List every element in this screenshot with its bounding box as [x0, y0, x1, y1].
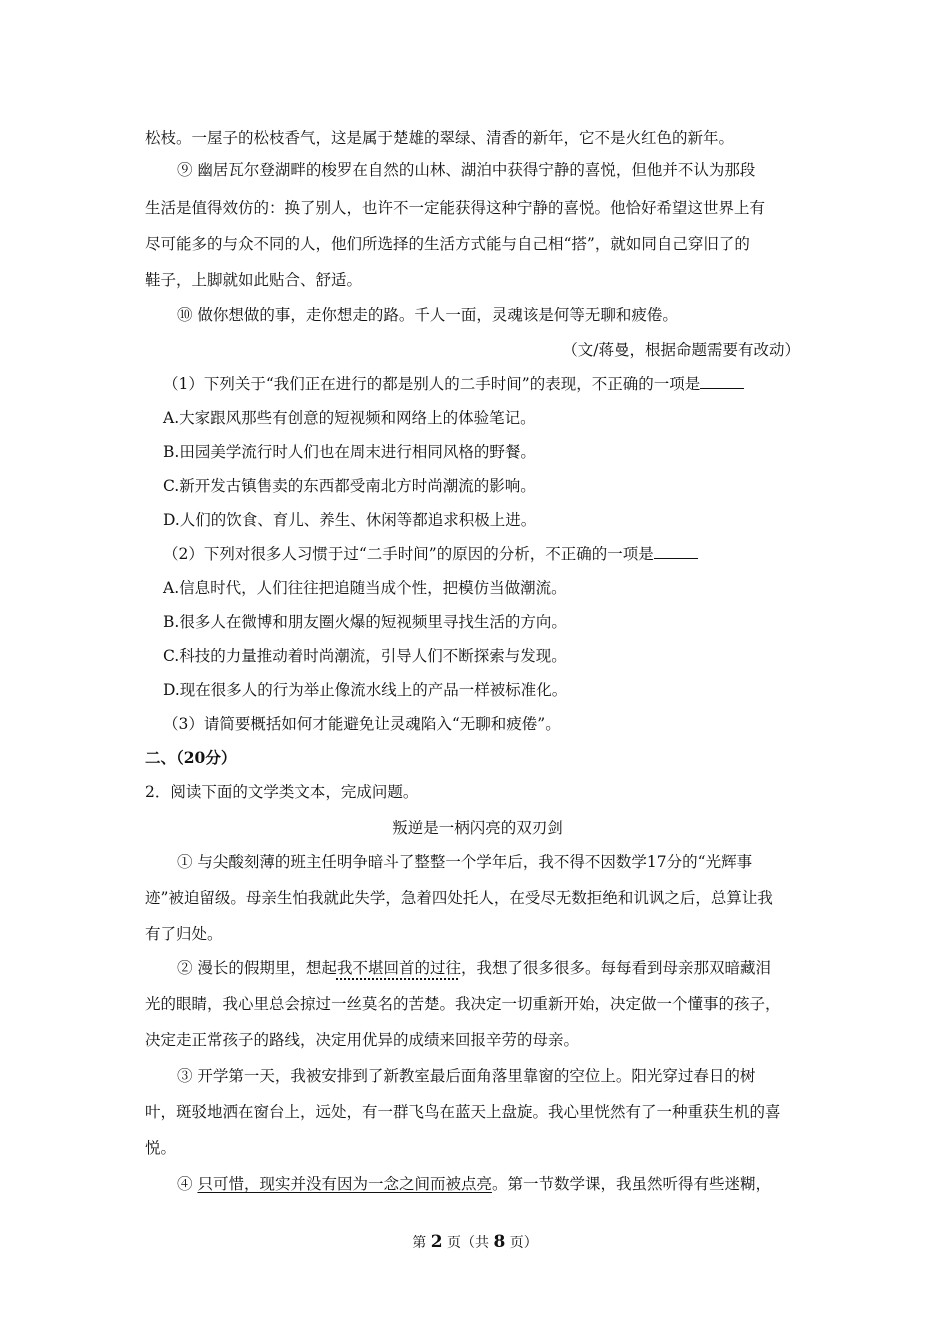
article-paragraph-4-line: [177, 1174, 810, 1194]
footer-suffix: 页）: [505, 1235, 538, 1251]
section-2-heading: 二、（20分）: [145, 748, 237, 767]
source-note: （文/蒋曼，根据命题需要有改动）: [562, 341, 800, 359]
paragraph-8-end: 松枝。一屋子的松枝香气，这是属于楚雄的翠绿、清香的新年，它不是火红色的新年。: [145, 129, 735, 147]
page-footer: [0, 1232, 950, 1252]
question-3: （3）请简要概括如何才能避免让灵魂陷入“无聊和疲倦”。: [163, 715, 561, 733]
paragraph-2-text-a: ② 漫长的假期里，想起: [177, 959, 337, 977]
paragraph-4-number: ④: [177, 1175, 198, 1193]
footer-prefix: 第: [412, 1235, 431, 1251]
article-title: 叛逆是一柄闪亮的双刃剑: [392, 819, 563, 837]
total-page-count: 8: [493, 1232, 506, 1252]
question-2-option-a: A.信息时代，人们往往把追随当成个性，把模仿当做潮流。: [163, 579, 567, 597]
question-1-stem: [163, 374, 828, 394]
answer-blank: [654, 544, 698, 559]
question-2-option-b: B.很多人在微博和朋友圈火爆的短视频里寻找生活的方向。: [163, 613, 567, 631]
article-paragraph-1-line: 迹”被迫留级。母亲生怕我就此失学，急着四处托人，在受尽无数拒绝和讥讽之后，总算让我: [145, 889, 773, 907]
article-paragraph-3-line: 悦。: [145, 1139, 177, 1157]
article-paragraph-3-line: ③ 开学第一天，我被安排到了新教室最后面角落里靠窗的空位上。阳光穿过春日的树: [177, 1067, 756, 1085]
article-paragraph-1-line: ① 与尖酸刻薄的班主任明争暗斗了整整一个学年后，我不得不因数学17分的“光辉事: [177, 853, 753, 871]
paragraph-2-text-b: ，我想了很多很多。每每看到母亲那双暗藏泪: [460, 959, 771, 977]
paragraph-9-line: 生活是值得效仿的：换了别人，也许不一定能获得这种宁静的喜悦。他恰好希望这世界上有: [145, 199, 766, 217]
question-1-stem-text: （1）下列关于“我们正在进行的都是别人的二手时间”的表现，不正确的一项是: [163, 375, 701, 393]
article-paragraph-3-line: 叶，斑驳地洒在窗台上，远处，有一群飞鸟在蓝天上盘旋。我心里恍然有了一种重获生机的喜: [145, 1103, 781, 1121]
underlined-sentence: 只可惜，现实并没有因为一念之间而被点亮: [197, 1175, 492, 1193]
section-2-instruction: 2．阅读下面的文学类文本，完成问题。: [145, 783, 419, 801]
current-page-number: 2: [430, 1232, 443, 1252]
question-1-option-d: D.人们的饮食、育儿、养生、休闲等都追求积极上进。: [163, 511, 537, 529]
paragraph-9-line: 尽可能多的与众不同的人，他们所选择的生活方式能与自己相“搭”，就如同自己穿旧了的: [145, 235, 750, 253]
dotted-emphasis-phrase: 我不堪回首的过往: [336, 959, 461, 977]
paragraph-9-line: 鞋子，上脚就如此贴合、舒适。: [145, 271, 363, 289]
article-paragraph-2-first-line: [177, 958, 810, 978]
answer-blank: [700, 374, 744, 389]
footer-middle: 页（共: [442, 1235, 494, 1251]
question-1-option-a: A.大家跟风那些有创意的短视频和网络上的体验笔记。: [163, 409, 536, 427]
paragraph-4-rest: 。第一节数学课，我虽然听得有些迷糊，: [491, 1175, 771, 1193]
article-paragraph-2-line: 光的眼睛，我心里总会掠过一丝莫名的苦楚。我决定一切重新开始，决定做一个懂事的孩子，: [145, 995, 781, 1013]
question-2-stem: [163, 544, 828, 564]
question-1-option-c: C.新开发古镇售卖的东西都受南北方时尚潮流的影响。: [163, 477, 536, 495]
paragraph-9-line: ⑨ 幽居瓦尔登湖畔的梭罗在自然的山林、湖泊中获得宁静的喜悦，但他并不认为那段: [177, 161, 756, 179]
article-paragraph-1-line: 有了归处。: [145, 925, 223, 943]
article-paragraph-2-line: 决定走正常孩子的路线，决定用优异的成绩来回报辛劳的母亲。: [145, 1031, 580, 1049]
paragraph-10: ⑩ 做你想做的事，走你想走的路。千人一面，灵魂该是何等无聊和疲倦。: [177, 306, 678, 324]
question-2-stem-text: （2）下列对很多人习惯于过“二手时间”的原因的分析，不正确的一项是: [163, 545, 654, 563]
question-2-option-c: C.科技的力量推动着时尚潮流，引导人们不断探索与发现。: [163, 647, 567, 665]
question-2-option-d: D.现在很多人的行为举止像流水线上的产品一样被标准化。: [163, 681, 568, 699]
question-1-option-b: B.田园美学流行时人们也在周末进行相同风格的野餐。: [163, 443, 536, 461]
